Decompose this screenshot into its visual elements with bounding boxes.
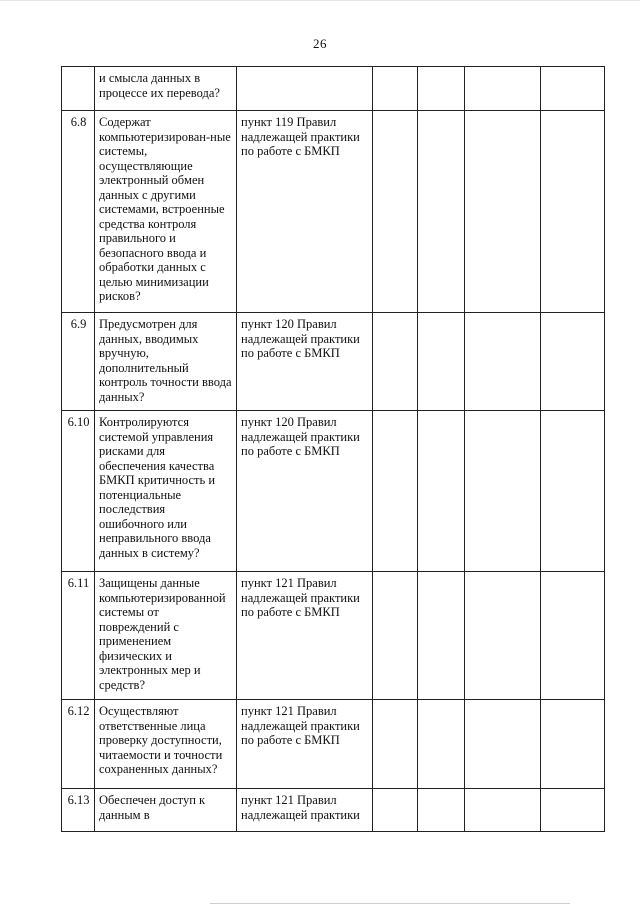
- answer-yes-cell[interactable]: [373, 700, 418, 789]
- row-number: 6.12: [62, 700, 95, 789]
- answer-no-cell[interactable]: [418, 411, 465, 572]
- answer-no-cell[interactable]: [418, 789, 465, 832]
- page-number: 26: [313, 36, 327, 51]
- note-cell[interactable]: [541, 572, 605, 700]
- not-applicable-cell[interactable]: [465, 67, 541, 111]
- legal-reference: пункт 119 Правил надлежащей практики по работе с БМКП: [237, 111, 373, 313]
- not-applicable-cell[interactable]: [465, 789, 541, 832]
- legal-reference: пункт 120 Правил надлежащей практики по работе с БМКП: [237, 313, 373, 411]
- answer-no-cell[interactable]: [418, 111, 465, 313]
- row-number: [62, 67, 95, 111]
- note-cell[interactable]: [541, 313, 605, 411]
- note-cell[interactable]: [541, 700, 605, 789]
- answer-yes-cell[interactable]: [373, 789, 418, 832]
- answer-no-cell[interactable]: [418, 313, 465, 411]
- row-number: 6.13: [62, 789, 95, 832]
- table-row: [62, 411, 605, 572]
- requirement-question: Защищены данные компьютеризированной системы от повреждений с применением физических и электронных мер и средств?: [95, 572, 237, 700]
- table-row: [62, 67, 605, 111]
- legal-reference: пункт 120 Правил надлежащей практики по работе с БМКП: [237, 411, 373, 572]
- row-number: 6.11: [62, 572, 95, 700]
- table-row: [62, 789, 605, 832]
- note-cell[interactable]: [541, 67, 605, 111]
- not-applicable-cell[interactable]: [465, 411, 541, 572]
- checklist-table: [61, 66, 605, 832]
- table-row: [62, 111, 605, 313]
- scan-edge-line: [210, 903, 570, 904]
- legal-reference: пункт 121 Правил надлежащей практики по работе с БМКП: [237, 572, 373, 700]
- answer-no-cell[interactable]: [418, 700, 465, 789]
- not-applicable-cell[interactable]: [465, 700, 541, 789]
- requirement-question: и смысла данных в процессе их перевода?: [95, 67, 237, 111]
- table-row: [62, 572, 605, 700]
- note-cell[interactable]: [541, 789, 605, 832]
- requirement-question: Содержат компьютеризирован-ные системы, осуществляющие электронный обмен данных с другими системами, встроенные средства контроля правильного и безопасного ввода и обработки данных с целью минимизации рисков?: [95, 111, 237, 313]
- row-number: 6.10: [62, 411, 95, 572]
- requirement-question: Контролируются системой управления рисками для обеспечения качества БМКП критичность и потенциальные последствия ошибочного или неправильного ввода данных в систему?: [95, 411, 237, 572]
- note-cell[interactable]: [541, 411, 605, 572]
- requirement-question: Обеспечен доступ к данным в: [95, 789, 237, 832]
- requirement-question: Предусмотрен для данных, вводимых вручную, дополнительный контроль точности ввода данных?: [95, 313, 237, 411]
- table-row: [62, 700, 605, 789]
- legal-reference: [237, 67, 373, 111]
- table-row: [62, 313, 605, 411]
- not-applicable-cell[interactable]: [465, 572, 541, 700]
- not-applicable-cell[interactable]: [465, 313, 541, 411]
- answer-no-cell[interactable]: [418, 67, 465, 111]
- row-number: 6.9: [62, 313, 95, 411]
- legal-reference: пункт 121 Правил надлежащей практики по работе с БМКП: [237, 700, 373, 789]
- requirement-question: Осуществляют ответственные лица проверку доступности, читаемости и точности сохраненных данных?: [95, 700, 237, 789]
- answer-yes-cell[interactable]: [373, 67, 418, 111]
- legal-reference: пункт 121 Правил надлежащей практики: [237, 789, 373, 832]
- answer-yes-cell[interactable]: [373, 111, 418, 313]
- note-cell[interactable]: [541, 111, 605, 313]
- row-number: 6.8: [62, 111, 95, 313]
- answer-yes-cell[interactable]: [373, 572, 418, 700]
- page-top-edge: [0, 0, 640, 1]
- answer-yes-cell[interactable]: [373, 411, 418, 572]
- answer-no-cell[interactable]: [418, 572, 465, 700]
- answer-yes-cell[interactable]: [373, 313, 418, 411]
- not-applicable-cell[interactable]: [465, 111, 541, 313]
